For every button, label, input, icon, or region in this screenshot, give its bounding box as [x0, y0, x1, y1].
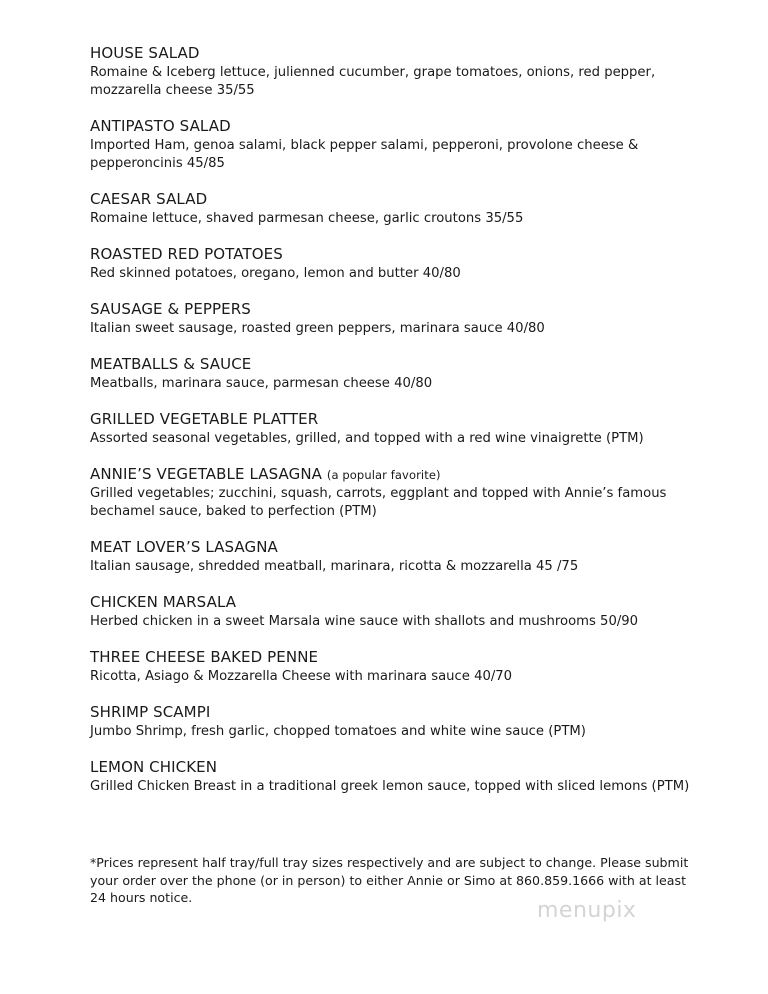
- item-name: ROASTED RED POTATOES: [90, 245, 283, 263]
- item-description: Ricotta, Asiago & Mozzarella Cheese with marinara sauce 40/70: [90, 669, 513, 684]
- item-name: LEMON CHICKEN: [90, 758, 218, 776]
- item-name: THREE CHEESE BAKED PENNE: [90, 648, 319, 666]
- item-description: Grilled vegetables; zucchini, squash, carrots, eggplant and topped with Annie’s famous bechamel sauce, baked to perfection (PTM): [90, 486, 667, 519]
- item-name: CHICKEN MARSALA: [90, 593, 237, 611]
- item-description: Meatballs, marinara sauce, parmesan cheese 40/80: [90, 376, 433, 391]
- item-description: Italian sausage, shredded meatball, marinara, ricotta & mozzarella 45 /75: [90, 559, 579, 574]
- menu-list: [90, 44, 690, 813]
- item-name: GRILLED VEGETABLE PLATTER: [90, 410, 319, 428]
- item-description: Herbed chicken in a sweet Marsala wine sauce with shallots and mushrooms 50/90: [90, 614, 639, 629]
- item-description: Italian sweet sausage, roasted green peppers, marinara sauce 40/80: [90, 321, 545, 336]
- item-description: Jumbo Shrimp, fresh garlic, chopped tomatoes and white wine sauce (PTM): [90, 724, 586, 739]
- menu-item: [90, 44, 690, 100]
- menu-item: [90, 593, 690, 631]
- item-name: SHRIMP SCAMPI: [90, 703, 211, 721]
- menu-item: [90, 648, 690, 686]
- item-description: Romaine lettuce, shaved parmesan cheese, garlic croutons 35/55: [90, 211, 524, 226]
- menu-item: [90, 117, 690, 173]
- item-name: MEAT LOVER’S LASAGNA: [90, 538, 278, 556]
- menu-item: [90, 300, 690, 338]
- watermark-logo: menupix: [537, 898, 637, 923]
- item-name: CAESAR SALAD: [90, 190, 208, 208]
- item-name: ANTIPASTO SALAD: [90, 117, 231, 135]
- menu-item: [90, 410, 690, 448]
- item-description: Red skinned potatoes, oregano, lemon and butter 40/80: [90, 266, 461, 281]
- menu-item: [90, 465, 690, 521]
- item-name: MEATBALLS & SAUCE: [90, 355, 252, 373]
- menu-item: [90, 538, 690, 576]
- menu-item: [90, 758, 690, 796]
- item-description: Assorted seasonal vegetables, grilled, and topped with a red wine vinaigrette (PTM): [90, 431, 644, 446]
- menu-item: [90, 245, 690, 283]
- item-name: ANNIE’S VEGETABLE LASAGNA (a popular favorite): [90, 465, 441, 483]
- price-footnote: *Prices represent half tray/full tray sizes respectively and are subject to change. Please submit your order over the phone (or in person) to either Annie or Simo at 860.859.1666 with at least 24 hours notice.: [90, 855, 689, 905]
- item-description: Romaine & Iceberg lettuce, julienned cucumber, grape tomatoes, onions, red pepper, mozzarella cheese 35/55: [90, 65, 656, 98]
- item-name: HOUSE SALAD: [90, 44, 200, 62]
- menu-item: [90, 355, 690, 393]
- item-description: Imported Ham, genoa salami, black pepper salami, pepperoni, provolone cheese & pepperoncinis 45/85: [90, 138, 639, 171]
- item-note: (a popular favorite): [326, 468, 441, 482]
- item-name: SAUSAGE & PEPPERS: [90, 300, 251, 318]
- item-description: Grilled Chicken Breast in a traditional greek lemon sauce, topped with sliced lemons (PTM): [90, 779, 690, 794]
- menu-item: [90, 190, 690, 228]
- menu-item: [90, 703, 690, 741]
